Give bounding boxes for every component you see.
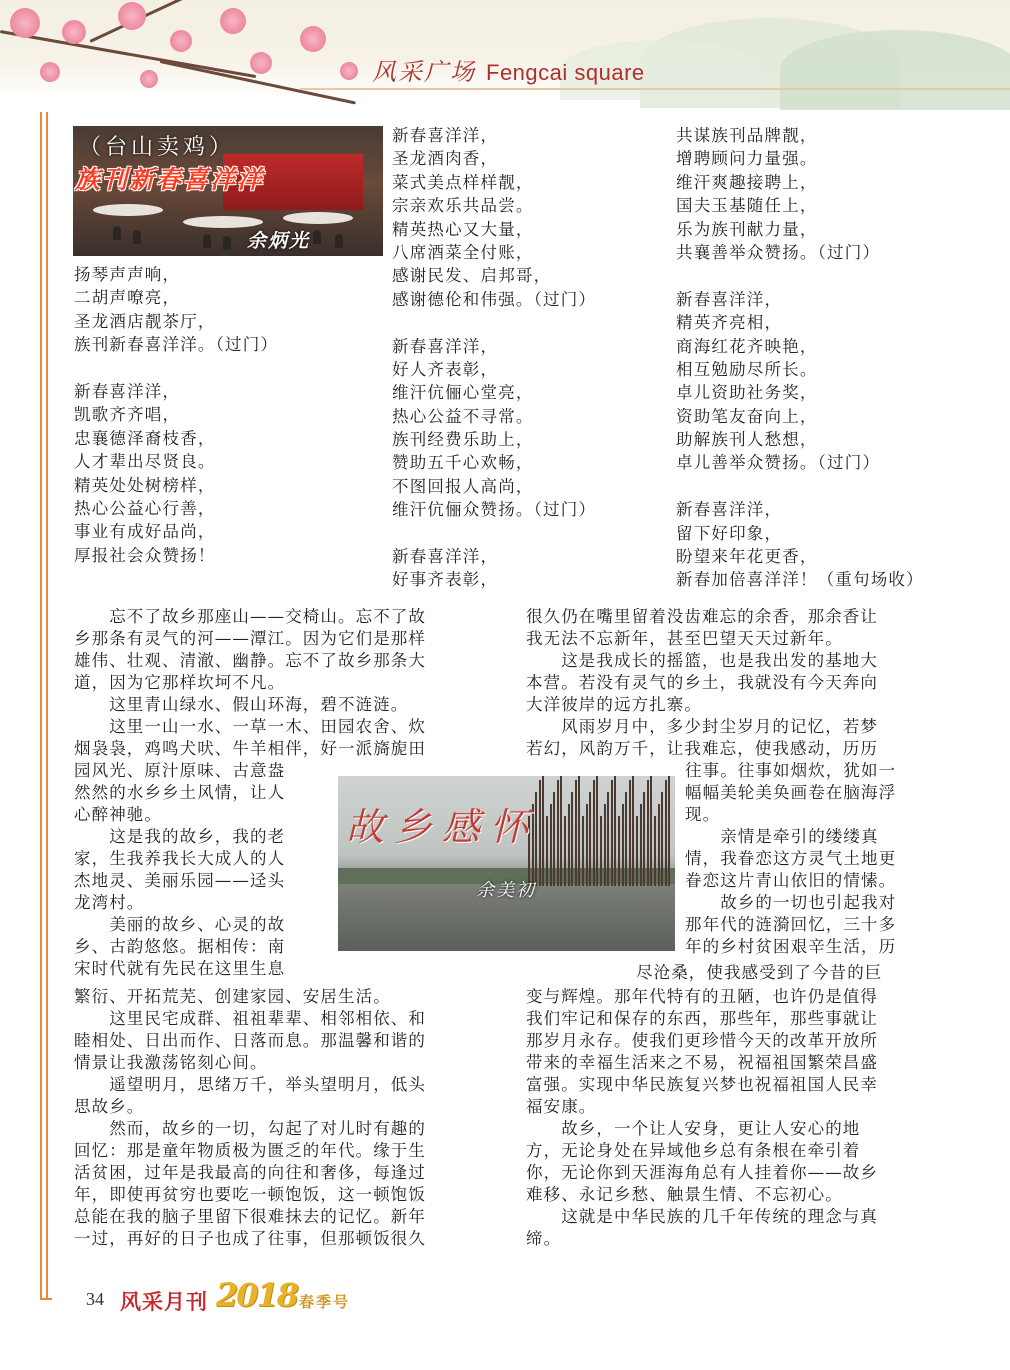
article1-author: 余炳光: [247, 230, 311, 252]
prose-line: 思故乡。: [74, 1097, 145, 1116]
blossom-decoration: [250, 52, 272, 74]
prose-line: 故乡，一个让人安身，更让人安心的地: [526, 1119, 861, 1138]
prose-line: 很久仍在嘴里留着没齿难忘的余香，那余香让: [526, 607, 878, 626]
tree-trunk: [611, 780, 613, 886]
verse-line: 不图回报人高尚，: [392, 476, 534, 496]
prose-line: 乡、古韵悠悠。据相传：南: [74, 937, 286, 956]
prose-line: 难移、永记乡愁、触景生情、不忘初心。: [526, 1185, 843, 1204]
prose-line: 本营。若没有灵气的乡土，我就没有今天奔向: [526, 673, 878, 692]
verse-line: 新春喜洋洋，: [676, 289, 783, 309]
verse-line: 人才辈出尽贤良。: [74, 452, 216, 472]
tree-trunk: [643, 792, 645, 886]
verse-line: 精英热心又大量，: [392, 219, 534, 239]
prose-line: 睦相处、日出而作、日落而息。那温馨和谐的: [74, 1031, 426, 1050]
verse-line: 宗亲欢乐共品尝。: [392, 196, 534, 216]
verse-line: 族刊新春喜洋洋。（过门）: [74, 335, 279, 355]
tree-trunk: [636, 816, 638, 886]
article2-left-beside-photo: [74, 760, 336, 980]
issue-year: 2018: [216, 1276, 298, 1314]
verse-line: 热心公益不寻常。: [392, 406, 534, 426]
blossom-decoration: [40, 62, 60, 82]
article1-column-3: [676, 124, 924, 592]
tree-trunk: [596, 776, 598, 886]
tree-trunk: [661, 792, 663, 886]
prose-line: 福安康。: [526, 1097, 597, 1116]
tree-trunk: [575, 780, 577, 886]
prose-line: 往事。往事如烟炊，犹如一: [685, 761, 897, 780]
prose-line: 你，无论你到天涯海角总有人挂着你——故乡: [526, 1163, 878, 1182]
prose-line: 带来的幸福生活来之不易，祝福祖国繁荣昌盛: [526, 1053, 878, 1072]
tree-trunk: [546, 816, 548, 886]
verse-line: 八席酒菜全付账，: [392, 242, 534, 262]
banquet-table: [283, 212, 353, 224]
issue-season: 春季号: [299, 1293, 351, 1311]
tree-trunk: [557, 780, 559, 886]
prose-line: 园风光、原汁原味、古意盎: [74, 761, 286, 780]
blossom-decoration: [140, 70, 158, 88]
left-border-outer: [40, 112, 42, 1300]
prose-line: 幅幅美轮美奂画卷在脑海浮: [685, 783, 897, 802]
verse-line: 新春喜洋洋，: [74, 381, 181, 401]
tree-trunk: [560, 776, 562, 886]
prose-line: 乡那条有灵气的河——潭江。因为它们是那样: [74, 629, 426, 648]
tree-trunk: [668, 776, 670, 886]
prose-line: 若幻，风韵万千，让我难忘，使我感动，历历: [526, 739, 878, 758]
verse-line: 厚报社会众赞扬！: [74, 545, 216, 565]
prose-line: 这里民宅成群、祖祖辈辈、相邻相依、和: [74, 1009, 426, 1028]
section-title-en: Fengcai square: [486, 60, 645, 85]
verse-line: 好事齐表彰，: [392, 570, 499, 590]
prose-line: 繁衍、开拓荒芜、创建家园、安居生活。: [74, 987, 391, 1006]
tree-trunk: [571, 792, 573, 886]
verse-line: 维汗伉俪众赞扬。（过门）: [392, 500, 597, 520]
verse-line: 感谢德伦和伟强。（过门）: [392, 289, 597, 309]
header-rule: [300, 88, 1010, 90]
page-number: 34: [86, 1289, 104, 1309]
prose-line: 风雨岁月中，多少封尘岁月的记忆，若梦: [526, 717, 878, 736]
prose-line: 道，因为它那样坎坷不凡。: [74, 673, 286, 692]
prose-line: 这就是中华民族的几千年传统的理念与真: [526, 1207, 878, 1226]
article1-column-1: [74, 263, 278, 567]
tree-trunk: [578, 776, 580, 886]
prose-line: 一过，再好的日子也成了往事，但那顿饭很久: [74, 1229, 426, 1248]
left-border-inner: [46, 112, 48, 1300]
tree-trunk: [550, 804, 552, 886]
blossom-decoration: [10, 8, 40, 38]
verse-line: 精英齐亮相，: [676, 313, 783, 333]
verse-line: 商海红花齐映艳，: [676, 336, 818, 356]
prose-line: 这里一山一水、一草一木、田园农舍、炊: [74, 717, 426, 736]
verse-line: 共谋族刊品牌靓，: [676, 126, 818, 145]
prose-line: 总能在我的脑子里留下很难抹去的记忆。新年: [74, 1207, 426, 1226]
article1-caption-top: （台山卖鸡）: [79, 135, 236, 160]
tree-trunk: [593, 780, 595, 886]
verse-line: 相互勉励尽所长。: [676, 359, 818, 379]
tree-trunk: [629, 780, 631, 886]
prose-line: 情景让我激荡铭刻心间。: [74, 1053, 268, 1072]
article2-right-beside-photo: [685, 760, 941, 958]
stanza-gap: [392, 311, 596, 334]
blossom-decoration: [300, 26, 326, 52]
guest-figure: [335, 234, 343, 248]
prose-line: 眷恋这片青山依旧的情愫。: [685, 871, 897, 890]
page-header: [0, 0, 1010, 100]
prose-line: 那年代的涟漪回忆，三十多: [685, 915, 897, 934]
article2-left-lower: [74, 986, 488, 1250]
verse-line: 赞助五千心欢畅，: [392, 453, 534, 473]
tree-trunk: [553, 792, 555, 886]
prose-line: 富强。实现中华民族复兴梦也祝福祖国人民幸: [526, 1075, 878, 1094]
verse-line: 菜式美点样样靓，: [392, 172, 534, 192]
prose-line: 年，即使再贫穷也要吃一顿饱饭，这一顿饱饭: [74, 1185, 426, 1204]
tree-trunk: [604, 804, 606, 886]
tree-trunk: [539, 780, 541, 886]
tree-trunk: [618, 816, 620, 886]
tree-trunk: [622, 804, 624, 886]
tree-trunk: [564, 816, 566, 886]
verse-line: 凯歌齐齐唱，: [74, 405, 181, 425]
tree-trunk: [607, 792, 609, 886]
tree-trunk: [582, 816, 584, 886]
prose-line: 亲情是牵引的缕缕真: [685, 827, 879, 846]
article2-photo: [338, 776, 675, 951]
prose-line: 大洋彼岸的远方扎寨。: [526, 695, 702, 714]
tree-trunk: [665, 780, 667, 886]
verse-line: 族刊经费乐助上，: [392, 430, 534, 450]
prose-line: 心醉神驰。: [74, 805, 162, 824]
stanza-gap: [74, 357, 278, 380]
verse-line: 留下好印象，: [676, 523, 783, 543]
prose-line: 然而，故乡的一切，勾起了对儿时有趣的: [74, 1119, 426, 1138]
prose-line: 遥望明月，思绪万千，举头望明月，低头: [74, 1075, 426, 1094]
prose-line: 回忆：那是童年物质极为匮乏的年代。缘于生: [74, 1141, 426, 1160]
verse-line: 忠襄德泽裔枝香，: [74, 428, 216, 448]
prose-line: 我们牢记和保存的东西，那些年，那些事就让: [526, 1009, 878, 1028]
verse-line: 卓儿资助社务奖，: [676, 383, 818, 403]
prose-line: 美丽的故乡、心灵的故: [74, 915, 286, 934]
verse-line: 维汗爽趣接聘上，: [676, 172, 818, 192]
verse-line: 热心公益心行善，: [74, 498, 216, 518]
tree-trunk: [625, 792, 627, 886]
guest-figure: [133, 230, 141, 244]
verse-line: 好人齐表彰，: [392, 359, 499, 379]
verse-line: 资助笔友奋向上，: [676, 406, 818, 426]
stanza-gap: [676, 264, 924, 287]
prose-line: 现。: [685, 805, 721, 824]
article2-left-upper: [74, 606, 488, 760]
prose-line: 我无法不忘新年，甚至巴望天天过新年。: [526, 629, 843, 648]
verse-line: 圣龙酒肉香，: [392, 149, 499, 169]
tree-trunk: [614, 776, 616, 886]
guest-figure: [113, 226, 121, 240]
blossom-decoration: [170, 30, 192, 52]
prose-line: 缔。: [526, 1229, 562, 1248]
blossom-decoration: [340, 62, 358, 80]
verse-line: 共襄善举众赞扬。（过门）: [676, 242, 881, 262]
verse-line: 新春喜洋洋，: [676, 500, 783, 520]
prose-line: 烟袅袅，鸡鸣犬吠、牛羊相伴，好一派旖旎田: [74, 739, 426, 758]
verse-line: 新春喜洋洋，: [392, 126, 499, 145]
prose-line: 杰地灵、美丽乐园——迳头: [74, 871, 286, 890]
magazine-name: 风采月刊: [120, 1290, 208, 1314]
verse-line: 维汗伉俪心堂亮，: [392, 383, 534, 403]
article2-right-lower: [526, 986, 940, 1250]
tree-trunk: [586, 804, 588, 886]
article1-column-2: [392, 124, 596, 592]
article1-photo: [73, 126, 383, 256]
verse-line: 二胡声嘹亮，: [74, 288, 181, 308]
prose-line: 故乡的一切也引起我对: [685, 893, 897, 912]
prose-line: 方，无论身处在异域他乡总有条根在牵引着: [526, 1141, 861, 1160]
prose-line: 变与辉煌。那年代特有的丑陋，也许仍是值得: [526, 987, 878, 1006]
prose-line: 这是我的故乡，我的老: [74, 827, 286, 846]
tree-trunk: [600, 816, 602, 886]
prose-line: 然然的水乡乡土风情，让人: [74, 783, 286, 802]
prose-line: 活贫困，过年是我最高的向往和奢侈，每逢过: [74, 1163, 426, 1182]
prose-line: 忘不了故乡那座山——交椅山。忘不了故: [74, 607, 426, 626]
verse-line: 新春喜洋洋，: [392, 547, 499, 567]
blossom-decoration: [62, 20, 86, 44]
verse-line: 助解族刊人愁想，: [676, 430, 818, 450]
stanza-gap: [676, 475, 924, 498]
verse-line: 事业有成好品尚，: [74, 522, 216, 542]
tree-trunk: [568, 804, 570, 886]
tree-trunk: [654, 816, 656, 886]
tree-trunk: [658, 804, 660, 886]
verse-line: 感谢民发、启邦哥，: [392, 266, 552, 286]
tree-trunk: [589, 792, 591, 886]
verse-line: 新春喜洋洋，: [392, 336, 499, 356]
section-title-cn: 风采广场: [372, 58, 476, 86]
branch-decoration: [89, 0, 226, 43]
verse-line: 圣龙酒店靓茶厅，: [74, 311, 216, 331]
article1-title: 族刊新春喜洋洋: [75, 165, 265, 194]
article2-right-upper: [526, 606, 940, 760]
prose-line: 雄伟、壮观、清澈、幽静。忘不了故乡那条大: [74, 651, 426, 670]
blossom-decoration: [118, 2, 146, 30]
prose-line: 家，生我养我长大成人的人: [74, 849, 286, 868]
verse-line: 国夫玉基随任上，: [676, 196, 818, 216]
footer-rule: [40, 1298, 52, 1300]
prose-line: 那岁月永存。使我们更珍惜今天的改革开放所: [526, 1031, 878, 1050]
tree-trunk: [647, 780, 649, 886]
prose-line: 年的乡村贫困艰辛生活，历: [685, 937, 897, 956]
guest-figure: [313, 230, 321, 244]
article2-right-line: [636, 962, 942, 984]
stanza-gap: [392, 522, 596, 545]
article2-author: 余美初: [476, 880, 536, 901]
verse-line: 增聘顾问力量强。: [676, 149, 818, 169]
verse-line: 盼望来年花更香，: [676, 547, 818, 567]
verse-line: 乐为族刊献力量，: [676, 219, 818, 239]
verse-line: 精英处处树榜样，: [74, 475, 216, 495]
verse-line: 扬琴声声响，: [74, 265, 181, 284]
article2-title: 故乡感怀: [346, 805, 539, 849]
verse-line: 卓儿善举众赞扬。（过门）: [676, 453, 881, 473]
prose-line: 情，我眷恋这方灵气土地更: [685, 849, 897, 868]
tree-trunk: [542, 776, 544, 886]
section-title: [372, 52, 645, 87]
prose-line: 这是我成长的摇篮，也是我出发的基地大: [526, 651, 878, 670]
prose-line: 尽沧桑，使我感受到了今昔的巨: [636, 963, 883, 982]
tree-trunk: [640, 804, 642, 886]
guest-figure: [203, 234, 211, 248]
tree-trunk: [650, 776, 652, 886]
tree-trunk: [632, 776, 634, 886]
verse-line: 新春加倍喜洋洋！（重句场收）: [676, 570, 924, 590]
banquet-table: [93, 204, 163, 216]
blossom-decoration: [220, 8, 246, 34]
branch-decoration: [0, 30, 256, 78]
guest-figure: [223, 236, 231, 250]
prose-line: 宋时代就有先民在这里生息: [74, 959, 286, 978]
hill-decoration: [780, 30, 1010, 110]
prose-line: 这里青山绿水、假山环海，碧不涟涟。: [74, 695, 409, 714]
prose-line: 龙湾村。: [74, 893, 145, 912]
